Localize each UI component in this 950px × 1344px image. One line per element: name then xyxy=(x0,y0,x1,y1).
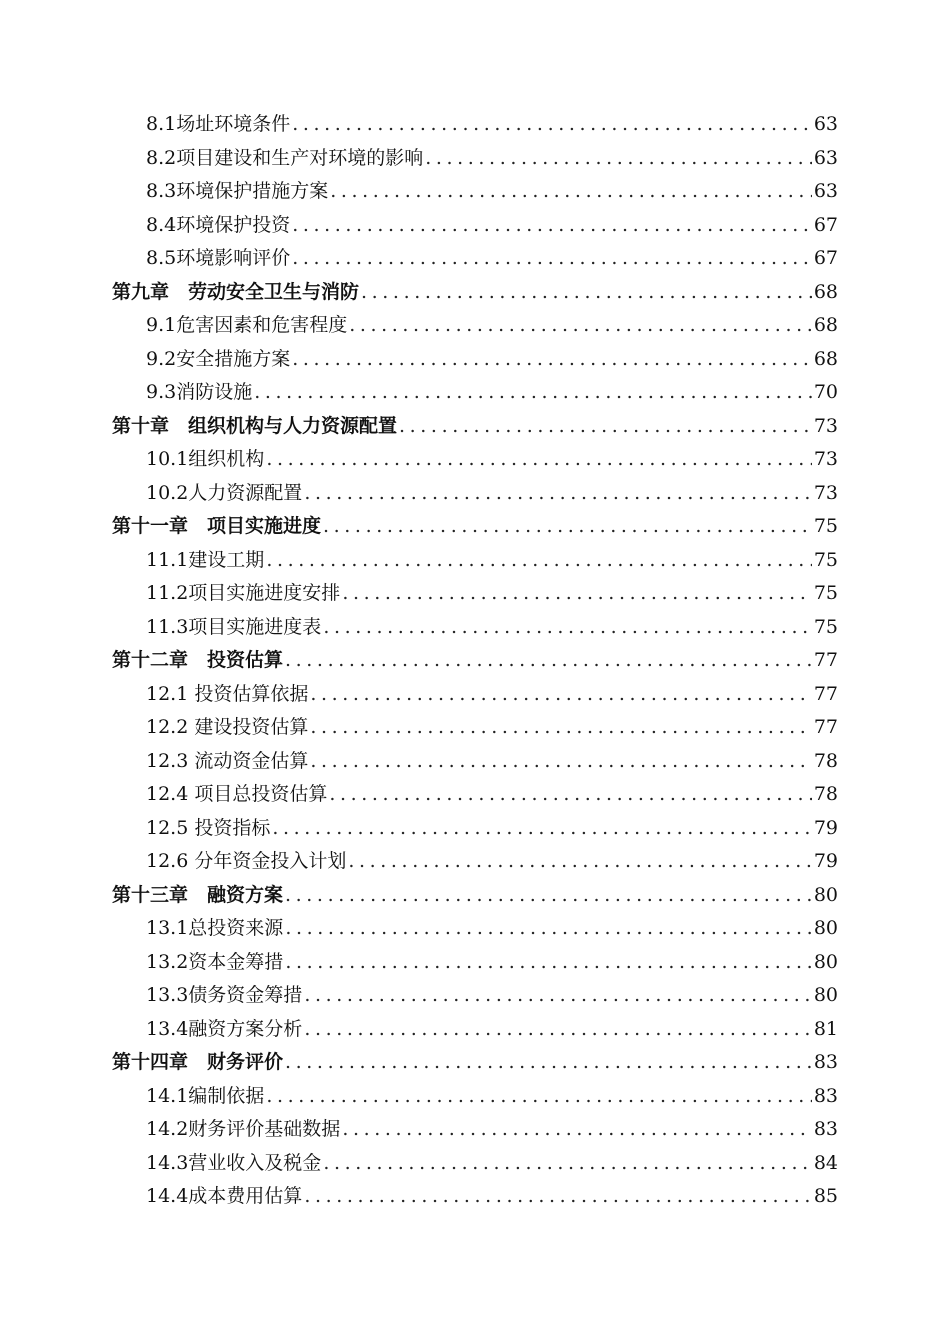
toc-dot-leader xyxy=(292,209,812,243)
toc-section-entry[interactable] xyxy=(112,108,838,142)
toc-entry-title: 14.1编制依据 xyxy=(146,1084,265,1107)
toc-entry-page-number: 80 xyxy=(813,984,838,1006)
toc-dot-leader xyxy=(310,745,811,779)
toc-dot-leader xyxy=(323,1147,812,1181)
toc-entry-title: 9.1危害因素和危害程度 xyxy=(146,314,348,336)
toc-chapter-entry[interactable] xyxy=(112,276,838,310)
toc-entry-page-number: 63 xyxy=(813,113,838,135)
toc-dot-leader xyxy=(266,1080,812,1114)
toc-section-entry[interactable] xyxy=(112,946,838,980)
toc-entry-page-number: 80 xyxy=(813,883,838,906)
table-of-contents xyxy=(112,108,838,1214)
toc-section-entry[interactable] xyxy=(112,242,838,276)
toc-section-entry[interactable] xyxy=(112,745,838,779)
toc-entry-page-number: 80 xyxy=(813,950,838,973)
toc-entry-title: 11.1建设工期 xyxy=(146,548,265,571)
toc-dot-leader xyxy=(361,276,812,310)
toc-entry-page-number: 68 xyxy=(813,314,838,336)
toc-entry-page-number: 84 xyxy=(813,1151,838,1174)
toc-entry-title: 10.1组织机构 xyxy=(146,448,265,470)
toc-entry-title: 12.1 投资估算依据 xyxy=(146,682,309,705)
toc-dot-leader xyxy=(323,611,812,645)
toc-entry-page-number: 78 xyxy=(813,749,838,772)
toc-entry-title: 11.3项目实施进度表 xyxy=(146,615,322,638)
toc-entry-page-number: 78 xyxy=(813,783,838,805)
toc-section-entry[interactable] xyxy=(112,209,838,243)
toc-section-entry[interactable] xyxy=(112,979,838,1013)
toc-dot-leader xyxy=(254,376,812,410)
toc-chapter-entry[interactable] xyxy=(112,1046,838,1080)
toc-section-entry[interactable] xyxy=(112,845,838,879)
toc-entry-page-number: 73 xyxy=(813,414,838,437)
toc-entry-page-number: 68 xyxy=(813,347,838,370)
toc-entry-title: 14.4成本费用估算 xyxy=(146,1185,303,1207)
toc-entry-title: 13.4融资方案分析 xyxy=(146,1017,303,1040)
toc-entry-page-number: 85 xyxy=(813,1185,838,1207)
toc-dot-leader xyxy=(399,410,812,444)
toc-entry-title: 12.6 分年资金投入计划 xyxy=(146,850,347,872)
toc-section-entry[interactable] xyxy=(112,1080,838,1114)
toc-section-entry[interactable] xyxy=(112,175,838,209)
toc-dot-leader xyxy=(342,577,812,611)
toc-entry-title: 8.5环境影响评价 xyxy=(146,247,291,269)
toc-entry-title: 12.4 项目总投资估算 xyxy=(146,783,328,805)
toc-dot-leader xyxy=(349,309,812,343)
toc-dot-leader xyxy=(304,477,812,511)
toc-section-entry[interactable] xyxy=(112,678,838,712)
toc-entry-page-number: 81 xyxy=(813,1017,838,1040)
toc-section-entry[interactable] xyxy=(112,477,838,511)
toc-dot-leader xyxy=(285,912,812,946)
toc-dot-leader xyxy=(348,845,811,879)
toc-entry-title: 10.2人力资源配置 xyxy=(146,481,303,504)
toc-entry-title: 第十一章 项目实施进度 xyxy=(112,515,322,537)
toc-entry-title: 13.2资本金筹措 xyxy=(146,950,284,973)
toc-entry-title: 8.3环境保护措施方案 xyxy=(146,180,329,202)
toc-entry-page-number: 77 xyxy=(813,649,838,671)
toc-dot-leader xyxy=(292,242,812,276)
toc-entry-page-number: 67 xyxy=(813,213,838,236)
toc-chapter-entry[interactable] xyxy=(112,644,838,678)
toc-section-entry[interactable] xyxy=(112,1180,838,1214)
toc-dot-leader xyxy=(425,142,812,176)
toc-entry-page-number: 67 xyxy=(813,247,838,269)
toc-chapter-entry[interactable] xyxy=(112,879,838,913)
toc-section-entry[interactable] xyxy=(112,309,838,343)
toc-section-entry[interactable] xyxy=(112,577,838,611)
toc-section-entry[interactable] xyxy=(112,1113,838,1147)
toc-section-entry[interactable] xyxy=(112,778,838,812)
toc-section-entry[interactable] xyxy=(112,544,838,578)
toc-section-entry[interactable] xyxy=(112,912,838,946)
toc-entry-page-number: 68 xyxy=(813,280,838,303)
toc-entry-page-number: 63 xyxy=(813,146,838,169)
toc-dot-leader xyxy=(292,108,812,142)
toc-entry-title: 14.3营业收入及税金 xyxy=(146,1151,322,1174)
toc-entry-page-number: 83 xyxy=(813,1084,838,1107)
toc-entry-page-number: 70 xyxy=(813,381,838,403)
toc-entry-title: 第十三章 融资方案 xyxy=(112,883,284,906)
toc-entry-title: 13.3债务资金筹措 xyxy=(146,984,303,1006)
toc-entry-title: 14.2财务评价基础数据 xyxy=(146,1118,341,1140)
toc-dot-leader xyxy=(342,1113,812,1147)
toc-dot-leader xyxy=(285,879,812,913)
toc-chapter-entry[interactable] xyxy=(112,410,838,444)
toc-entry-page-number: 79 xyxy=(813,816,838,839)
toc-section-entry[interactable] xyxy=(112,1147,838,1181)
toc-entry-page-number: 75 xyxy=(813,615,838,638)
toc-entry-page-number: 79 xyxy=(813,850,838,872)
toc-entry-page-number: 77 xyxy=(813,682,838,705)
toc-entry-title: 12.5 投资指标 xyxy=(146,816,271,839)
toc-entry-title: 12.2 建设投资估算 xyxy=(146,716,309,738)
toc-entry-title: 12.3 流动资金估算 xyxy=(146,749,309,772)
toc-entry-page-number: 80 xyxy=(813,917,838,939)
toc-dot-leader xyxy=(304,1013,812,1047)
toc-section-entry[interactable] xyxy=(112,611,838,645)
toc-dot-leader xyxy=(304,979,812,1013)
toc-section-entry[interactable] xyxy=(112,1013,838,1047)
toc-entry-title: 8.1场址环境条件 xyxy=(146,113,291,135)
toc-dot-leader xyxy=(304,1180,812,1214)
toc-section-entry[interactable] xyxy=(112,812,838,846)
toc-entry-page-number: 75 xyxy=(813,582,838,604)
toc-entry-title: 第十二章 投资估算 xyxy=(112,649,284,671)
toc-dot-leader xyxy=(323,510,812,544)
toc-dot-leader xyxy=(272,812,811,846)
toc-entry-title: 9.3消防设施 xyxy=(146,381,253,403)
toc-entry-page-number: 73 xyxy=(813,448,838,470)
toc-dot-leader xyxy=(310,711,811,745)
toc-dot-leader xyxy=(285,946,812,980)
toc-dot-leader xyxy=(292,343,812,377)
toc-section-entry[interactable] xyxy=(112,376,838,410)
toc-entry-page-number: 75 xyxy=(813,548,838,571)
toc-entry-page-number: 73 xyxy=(813,481,838,504)
toc-entry-page-number: 83 xyxy=(813,1118,838,1140)
toc-section-entry[interactable] xyxy=(112,443,838,477)
toc-entry-title: 第十章 组织机构与人力资源配置 xyxy=(112,414,398,437)
toc-dot-leader xyxy=(266,443,812,477)
toc-entry-title: 8.2项目建设和生产对环境的影响 xyxy=(146,146,424,169)
toc-dot-leader xyxy=(285,1046,812,1080)
toc-entry-page-number: 83 xyxy=(813,1051,838,1073)
toc-dot-leader xyxy=(266,544,812,578)
toc-entry-title: 第十四章 财务评价 xyxy=(112,1051,284,1073)
toc-entry-title: 第九章 劳动安全卫生与消防 xyxy=(112,280,360,303)
toc-section-entry[interactable] xyxy=(112,142,838,176)
toc-chapter-entry[interactable] xyxy=(112,510,838,544)
toc-dot-leader xyxy=(285,644,812,678)
toc-section-entry[interactable] xyxy=(112,711,838,745)
toc-entry-title: 8.4环境保护投资 xyxy=(146,213,291,236)
toc-entry-page-number: 63 xyxy=(813,180,838,202)
toc-entry-title: 13.1总投资来源 xyxy=(146,917,284,939)
toc-dot-leader xyxy=(310,678,811,712)
toc-dot-leader xyxy=(329,778,811,812)
toc-entry-title: 11.2项目实施进度安排 xyxy=(146,582,341,604)
toc-entry-page-number: 77 xyxy=(813,716,838,738)
toc-entry-title: 9.2安全措施方案 xyxy=(146,347,291,370)
toc-section-entry[interactable] xyxy=(112,343,838,377)
toc-dot-leader xyxy=(330,175,812,209)
toc-entry-page-number: 75 xyxy=(813,515,838,537)
